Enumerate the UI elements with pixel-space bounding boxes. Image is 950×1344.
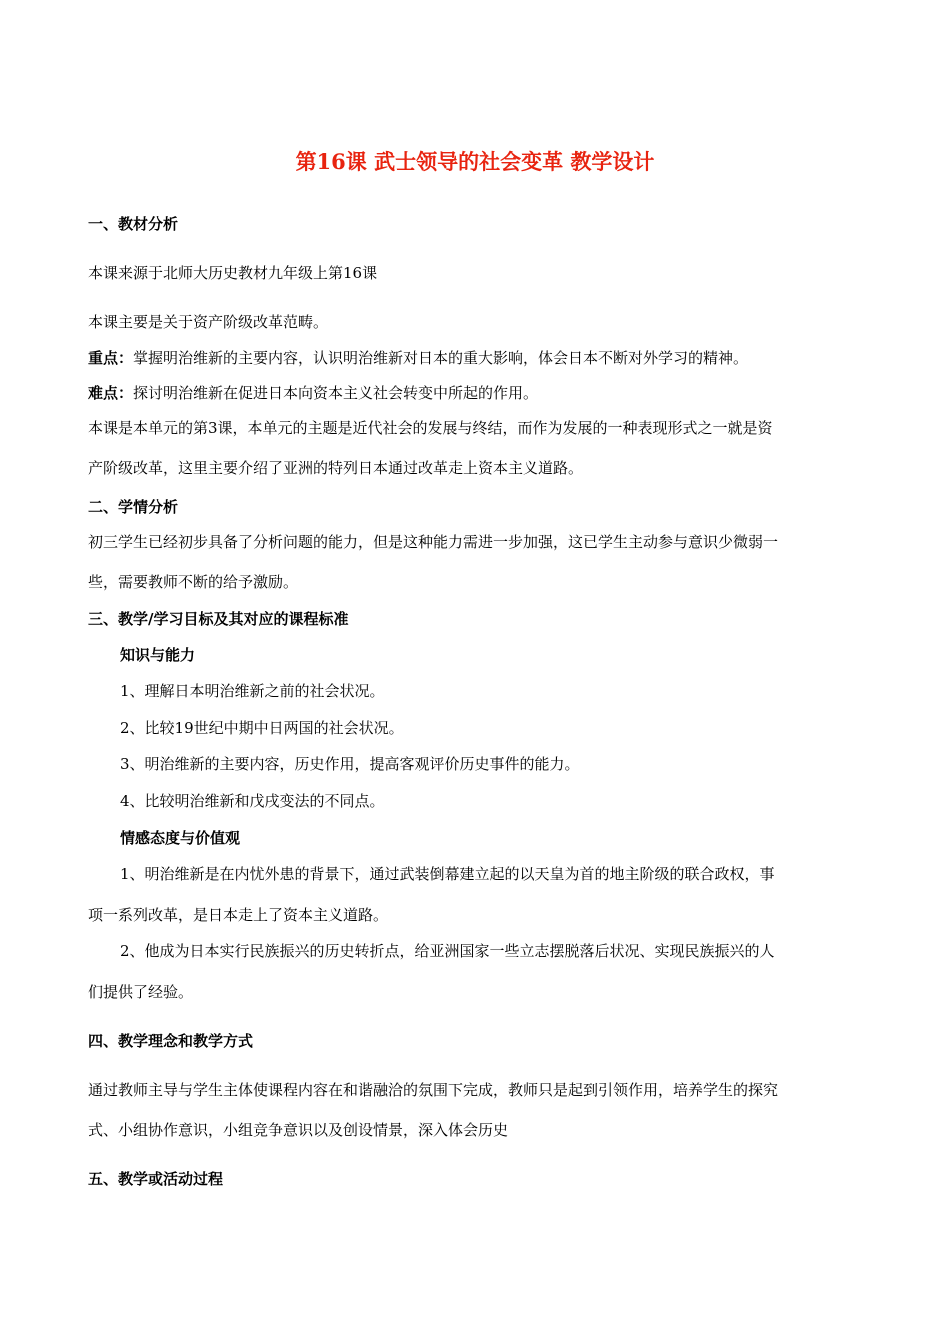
document-title: 第16课 武士领导的社会变革 教学设计 bbox=[295, 149, 655, 174]
section-heading-teaching-process: 五、教学或活动过程 bbox=[88, 1170, 224, 1188]
value-item-2-line-1: 2、他成为日本实行民族振兴的历史转折点，给亚洲国家一些立志摆脱落后状况、实现民族振兴的人 bbox=[120, 942, 775, 960]
list-item: 2、比较19世纪中期中日两国的社会状况。 bbox=[120, 719, 404, 737]
section-heading-textbook-analysis: 一、教材分析 bbox=[88, 215, 179, 233]
subheading-attitude-values: 情感态度与价值观 bbox=[120, 829, 241, 847]
paragraph-philosophy-line-1: 通过教师主导与学生主体使课程内容在和谐融洽的氛围下完成，教师只是起到引领作用，培养学生的探究 bbox=[88, 1081, 779, 1099]
value-item-2-line-2: 们提供了经验。 bbox=[88, 983, 194, 1001]
key-point-line bbox=[88, 348, 748, 368]
list-item: 4、比较明治维新和戊戌变法的不同点。 bbox=[120, 792, 385, 810]
list-item: 3、明治维新的主要内容，历史作用，提高客观评价历史事件的能力。 bbox=[120, 755, 580, 773]
section-heading-objectives: 三、教学/学习目标及其对应的课程标准 bbox=[88, 610, 349, 628]
value-item-1-line-1: 1、明治维新是在内忧外患的背景下，通过武装倒幕建立起的以天皇为首的地主阶级的联合政权，事 bbox=[120, 865, 775, 883]
paragraph-scope: 本课主要是关于资产阶级改革范畴。 bbox=[88, 313, 329, 331]
key-point-text: 掌握明治维新的主要内容，认识明治维新对日本的重大影响，体会日本不断对外学习的精神。 bbox=[133, 349, 749, 367]
section-heading-teaching-philosophy: 四、教学理念和教学方式 bbox=[88, 1032, 254, 1050]
list-item: 1、理解日本明治维新之前的社会状况。 bbox=[120, 682, 385, 700]
paragraph-unit-line-2: 产阶级改革，这里主要介绍了亚洲的特列日本通过改革走上资本主义道路。 bbox=[88, 459, 584, 477]
difficulty-label: 难点： bbox=[88, 384, 134, 402]
subheading-knowledge-ability: 知识与能力 bbox=[120, 646, 196, 664]
paragraph-unit-line-1: 本课是本单元的第3课，本单元的主题是近代社会的发展与终结，而作为发展的一种表现形式之一就是资 bbox=[88, 419, 773, 437]
paragraph-philosophy-line-2: 式、小组协作意识，小组竞争意识以及创设情景，深入体会历史 bbox=[88, 1121, 509, 1139]
key-point-label: 重点： bbox=[88, 349, 134, 367]
paragraph-source: 本课来源于北师大历史教材九年级上第16课 bbox=[88, 264, 378, 282]
paragraph-students-line-1: 初三学生已经初步具备了分析问题的能力，但是这种能力需进一步加强，这已学生主动参与意识少微弱一 bbox=[88, 533, 779, 551]
section-heading-student-analysis: 二、学情分析 bbox=[88, 498, 179, 516]
paragraph-students-line-2: 些，需要教师不断的给予激励。 bbox=[88, 573, 299, 591]
difficulty-line bbox=[88, 383, 538, 403]
value-item-1-line-2: 项一系列改革，是日本走上了资本主义道路。 bbox=[88, 906, 389, 924]
difficulty-text: 探讨明治维新在促进日本向资本主义社会转变中所起的作用。 bbox=[133, 384, 539, 402]
